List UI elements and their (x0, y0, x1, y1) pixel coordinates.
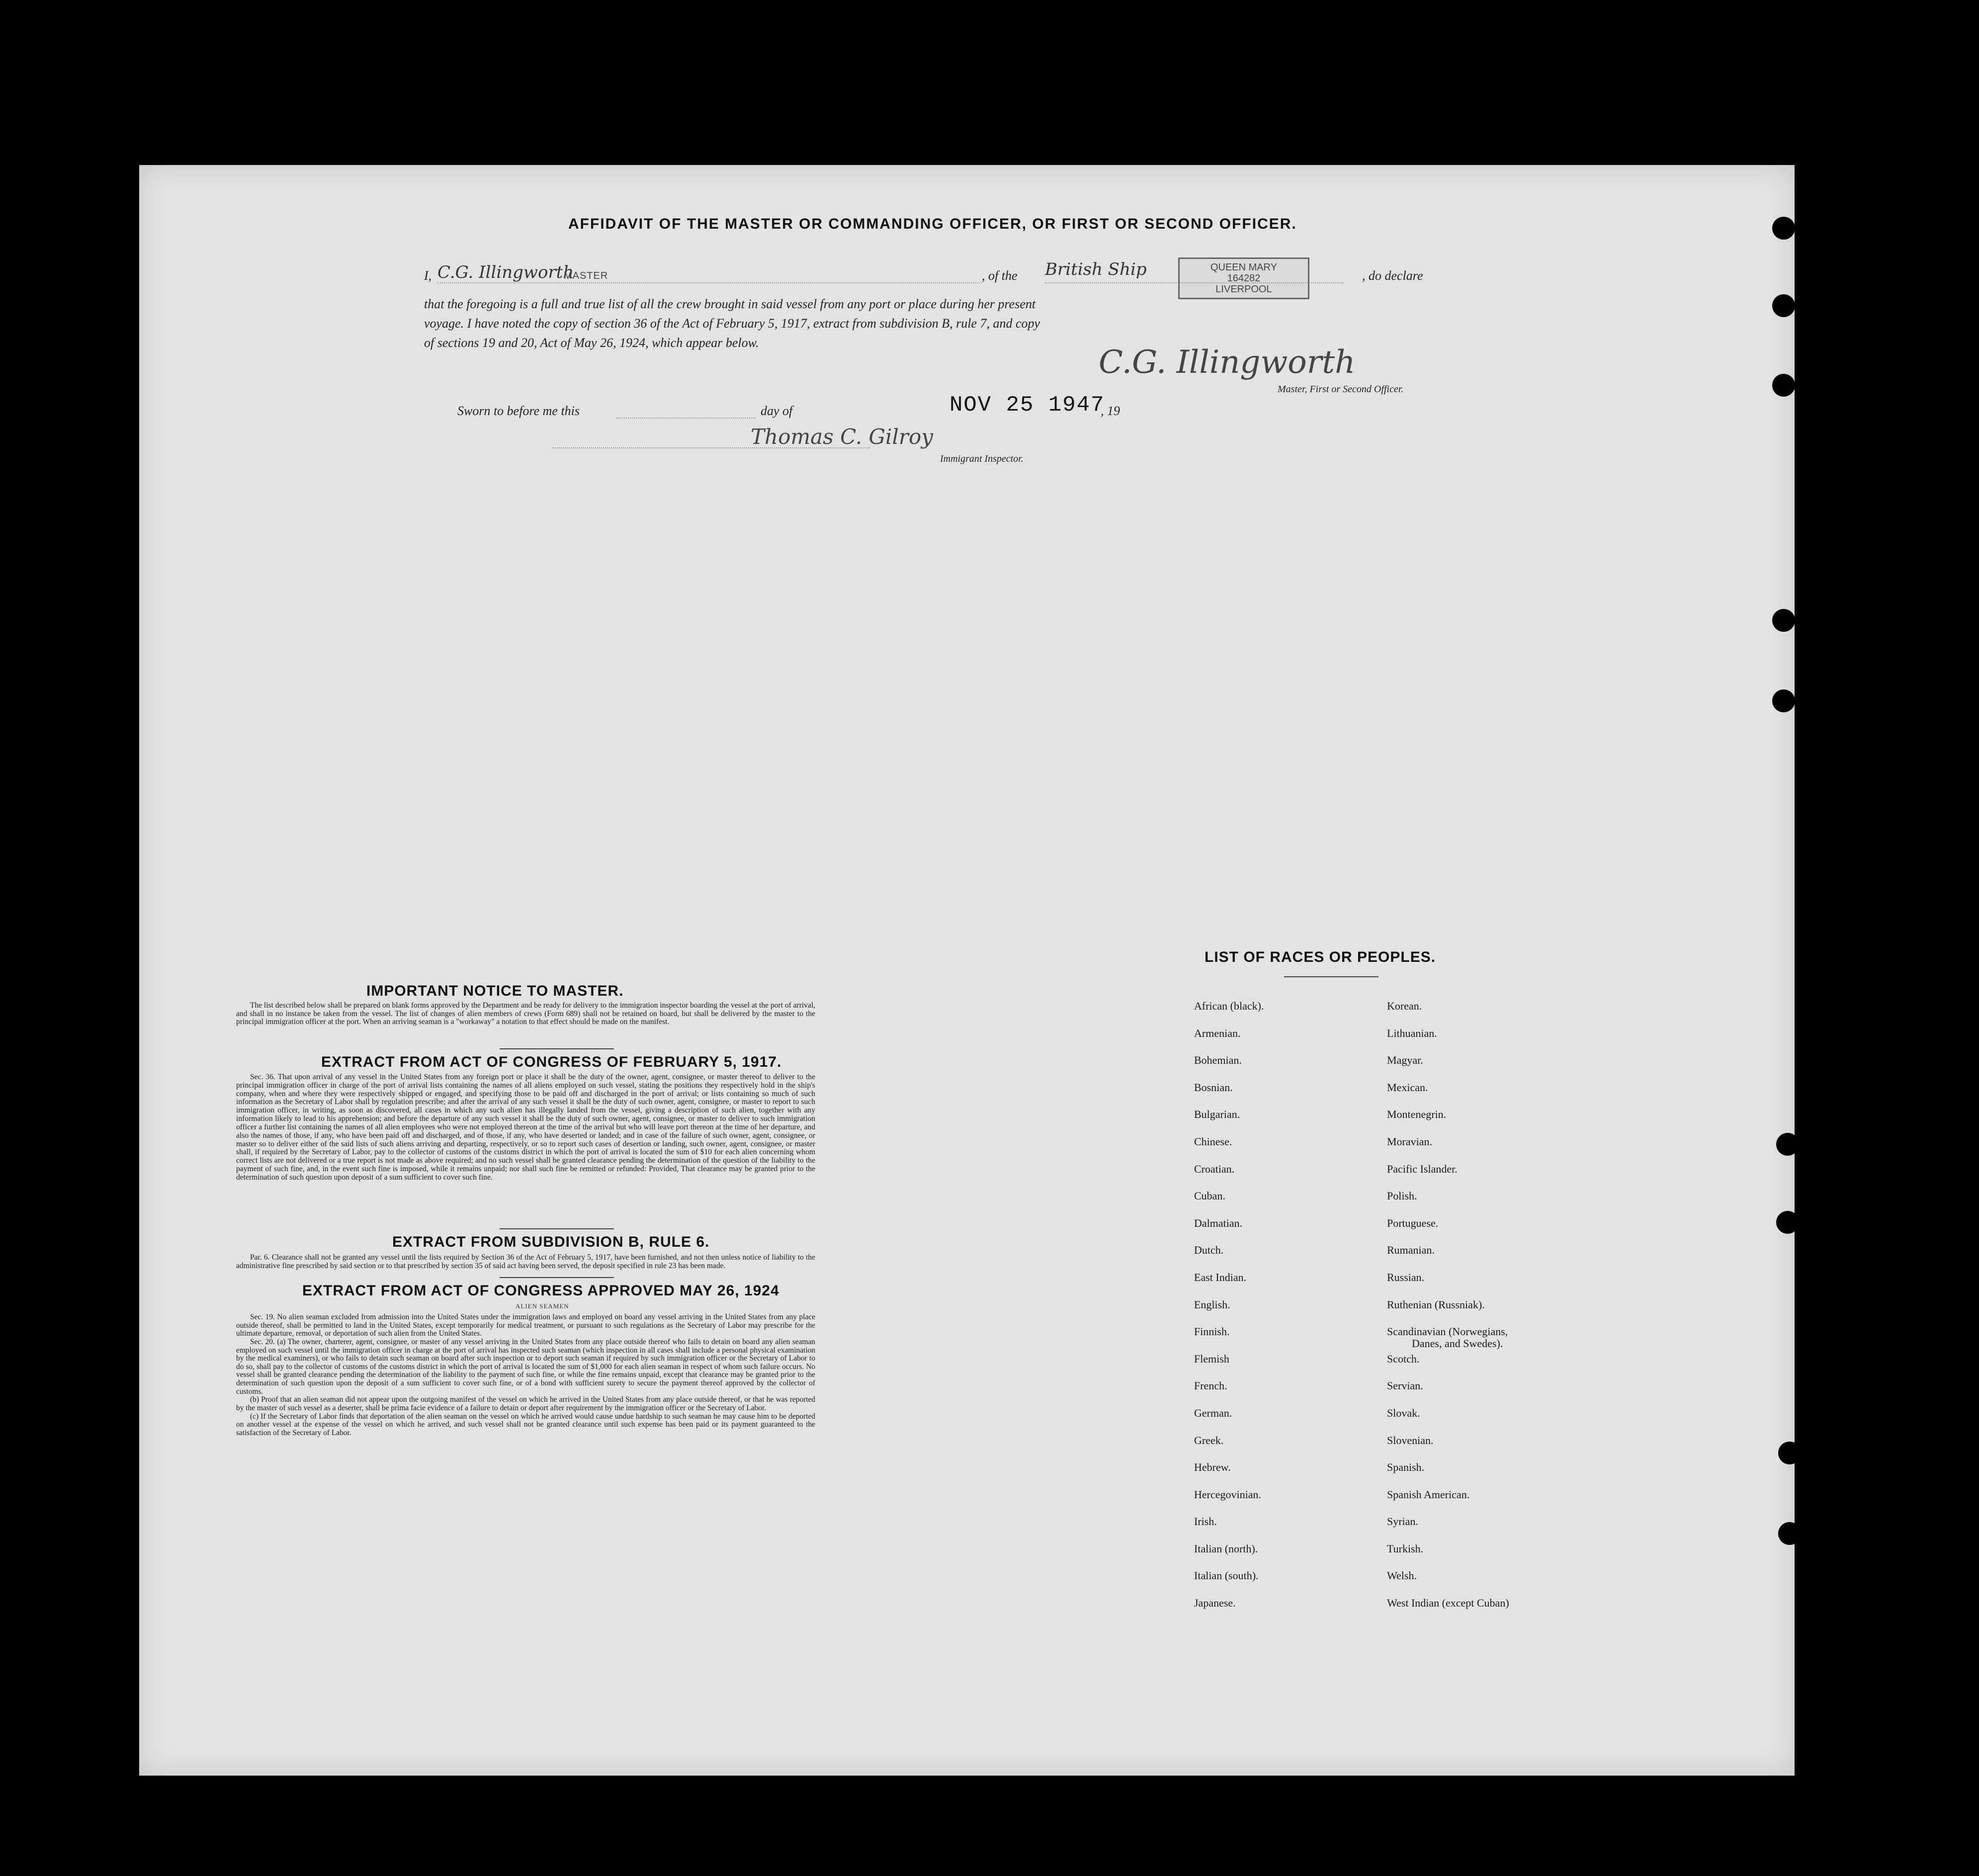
races-left-column (1194, 1000, 1264, 1624)
race-item: Welsh. (1387, 1569, 1417, 1582)
race-item: Croatian. (1194, 1162, 1235, 1175)
race-item: Montenegrin. (1387, 1108, 1447, 1121)
race-item: West Indian (except Cuban) (1387, 1597, 1509, 1610)
race-item: Greek. (1194, 1434, 1224, 1447)
master-name-handwritten: C.G. Illingworth (437, 262, 574, 282)
race-item: Slovak. (1387, 1406, 1420, 1419)
notice-text (236, 1002, 815, 1026)
race-item: Moravian. (1387, 1135, 1433, 1148)
binder-hole (1776, 1211, 1799, 1234)
stamp-line-ship: QUEEN MARY (1210, 262, 1278, 273)
race-item: English. (1194, 1298, 1230, 1311)
day-of-label: day of (761, 404, 793, 418)
races-right-column (1387, 1000, 1509, 1624)
vessel-name-stamp (1178, 257, 1309, 299)
extract-1924-title: EXTRACT FROM ACT OF CONGRESS APPROVED MAY 26, 1924 (302, 1282, 779, 1299)
race-item (1387, 1325, 1509, 1353)
race-item: Hebrew. (1194, 1461, 1231, 1474)
race-item: Syrian. (1387, 1515, 1418, 1528)
binder-hole (1772, 689, 1795, 712)
race-item: African (black). (1194, 1000, 1264, 1012)
divider (500, 1277, 614, 1278)
extract-1917-text (236, 1073, 815, 1182)
race-item: Dalmatian. (1194, 1216, 1243, 1229)
race-item: Lithuanian. (1387, 1026, 1437, 1039)
affidavit-body-line-3: of sections 19 and 20, Act of May 26, 1924, which appear below. (424, 336, 759, 350)
par-6-paragraph: Par. 6. Clearance shall not be granted any vessel until the lists required by Section 36 of the Act of February 5, 1917, have been furnished, and not then unless notice of liability to the administrative fine prescribed by said section or to that prescribed by section 35 of said act having been served, the deposit specified in rule 23 has been made. (236, 1253, 815, 1270)
extract-rule6-text (236, 1254, 815, 1270)
section-36-paragraph: Sec. 36. That upon arrival of any vessel in the United States from any foreign port or place it shall be the duty of the owner, agent, consignee, or master thereof to deliver to the principal immigration officer in charge of the port of arrival lists containing the names of all aliens employed on such vessel, stating the positions they respectively hold in the ship's company, when and where they were respectively shipped or engaged, and specifying those to be paid off and discharged in the port of arrival; or lists containing so much of such information as the Secretary of Labor shall by regulation prescribe; and after the arrival of any such vessel it shall be the duty of such owner, agent, consignee, or master to report to such immigration officer, in writing, as soon as discovered, all cases in which any such alien has illegally landed from the vessel, giving a description of such alien, together with any information likely to lead to his apprehension; and before the departure of any such vessel it shall be the duty of such owner, agent, consignee, or master to deliver to such immigration officer a further list containing the names of all alien employees who were not employed thereon at the time of the arrival but who will leave port thereon at the time of her departure, and also the names of those, if any, who have been paid off and discharged, and of those, if any, who have deserted or landed; and in case of the failure of such owner, agent, consignee, or master so to deliver either of the said lists of such aliens arriving and departing, respectively, or so to report such cases of desertion or landing, such owner, agent, consignee, or master shall, if required by the Secretary of Labor, pay to the collector of customs of the customs district in which the port of arrival is located the sum of $10 for each alien concerning whom correct lists are not delivered or a true report is not made as above required; and no such vessel shall be granted clearance pending the determination of the question of the liability to the payment of such fine, and, in the event such fine is imposed, while it remains unpaid; nor shall such fine be remitted or refunded: Provided, That clearance may be granted prior to the determination of such question upon deposit of a sum sufficient to cover such fine. (236, 1073, 815, 1182)
race-item: Spanish American. (1387, 1488, 1470, 1501)
document-page (139, 165, 1795, 1776)
section-19-paragraph: Sec. 19. No alien seaman excluded from admission into the United States under the immigration laws and employed on board any vessel arriving in the United States from any place outside thereof, shall be permitted to land in the United States, except temporarily for medical treatment, or pursuant to such regulations as the Secretary of Labor may prescribe for the ultimate departure, removal, or deportation of such alien from the United States. (236, 1313, 815, 1338)
race-item: Slovenian. (1387, 1434, 1434, 1447)
extract-1917-title: EXTRACT FROM ACT OF CONGRESS OF FEBRUARY 5, 1917. (321, 1054, 782, 1070)
binder-hole (1772, 374, 1795, 397)
race-item: Chinese. (1194, 1135, 1232, 1148)
declare-label: , do declare (1362, 268, 1423, 283)
master-name-line (437, 282, 982, 283)
master-signature: C.G. Illingworth (1099, 344, 1356, 381)
binder-hole (1772, 609, 1795, 632)
race-item: Servian. (1387, 1379, 1423, 1392)
binder-hole (1772, 294, 1795, 317)
race-item: Flemish (1194, 1352, 1229, 1365)
race-item: Japanese. (1194, 1597, 1236, 1610)
i-label: I, (424, 268, 432, 283)
race-item: Korean. (1387, 1000, 1422, 1012)
rank-typed: MASTER (564, 270, 608, 281)
race-item: Bosnian. (1194, 1081, 1233, 1094)
binder-hole (1778, 1442, 1801, 1464)
race-item: East Indian. (1194, 1271, 1247, 1283)
race-item: Spanish. (1387, 1461, 1425, 1474)
sworn-label: Sworn to before me this (457, 404, 580, 418)
divider (500, 1048, 614, 1049)
binder-hole (1772, 217, 1795, 240)
affidavit-body-line-1: that the foregoing is a full and true list of all the crew brought in said vessel from any port or place during her present (424, 297, 1036, 311)
section-20c-paragraph: (c) If the Secretary of Labor finds that deportation of the alien seaman on the vessel on which he arrived would cause undue hardship to such seaman he may cause him to be deported on another vessel at the expense of the vessel on which he arrived, and such vessel shall not be granted clearance until such expense has been paid or its payment guaranteed to the satisfaction of the Secretary of Labor. (236, 1412, 815, 1437)
affidavit-title: AFFIDAVIT OF THE MASTER OR COMMANDING OFFICER, OR FIRST OR SECOND OFFICER. (568, 216, 1297, 232)
binder-hole (1776, 1133, 1799, 1156)
race-item: Rumanian. (1387, 1244, 1435, 1257)
ship-nationality-handwritten: British Ship (1045, 259, 1147, 279)
alien-seamen-subtitle: ALIEN SEAMEN (516, 1302, 569, 1310)
ship-line (1045, 282, 1343, 283)
affidavit-body (424, 294, 1040, 352)
master-signature-label: Master, First or Second Officer. (1278, 384, 1404, 395)
section-20b-paragraph: (b) Proof that an alien seaman did not appear upon the outgoing manifest of the vessel on which he arrived in the United States from any place outside thereof, or that he was reported by the master of such vessel as a deserter, shall be prima facie evidence of a failure to detain or deport after requirement by the immigration officer or the Secretary of Labor. (236, 1395, 815, 1412)
race-item: German. (1194, 1406, 1232, 1419)
race-item: Finnish. (1194, 1325, 1230, 1338)
race-item: Mexican. (1387, 1081, 1428, 1094)
race-item: Hercegovinian. (1194, 1488, 1261, 1501)
race-item: French. (1194, 1379, 1227, 1392)
of-the-label: , of the (982, 268, 1018, 283)
race-item: Irish. (1194, 1515, 1217, 1528)
notice-title: IMPORTANT NOTICE TO MASTER. (366, 983, 624, 999)
races-title: LIST OF RACES OR PEOPLES. (1205, 949, 1436, 965)
stamp-line-number: 164282 (1227, 273, 1261, 284)
race-item: Italian (north). (1194, 1542, 1258, 1555)
race-item: Cuban. (1194, 1190, 1225, 1202)
race-item: Dutch. (1194, 1244, 1224, 1257)
race-item: Ruthenian (Russniak). (1387, 1298, 1485, 1311)
race-item: Armenian. (1194, 1026, 1241, 1039)
stamp-line-port: LIVERPOOL (1215, 284, 1272, 295)
year-label: , 19 (1101, 404, 1120, 418)
race-item: Italian (south). (1194, 1569, 1259, 1582)
inspector-signature: Thomas C. Gilroy (751, 425, 933, 449)
divider (1284, 976, 1378, 977)
race-item: Pacific Islander. (1387, 1162, 1458, 1175)
extract-1924-text (236, 1313, 815, 1437)
race-item-continuation: Danes, and Swedes). (1412, 1337, 1503, 1350)
race-item-label: Scandinavian (Norwegians, (1387, 1325, 1508, 1338)
extract-rule6-title: EXTRACT FROM SUBDIVISION B, RULE 6. (392, 1234, 710, 1250)
race-item: Magyar. (1387, 1054, 1423, 1067)
binder-hole (1778, 1522, 1801, 1545)
race-item: Russian. (1387, 1271, 1425, 1283)
notice-paragraph: The list described below shall be prepared on blank forms approved by the Department and be ready for delivery to the immigration inspector boarding the vessel at the port of arrival, and shall in no instance be taken from the vessel. The list of changes of alien members of crews (Form 689) shall not be retained on board, but shall be delivered by the master to the principal immigration officer at the port. When an arriving seaman is a "workaway" a notation to that effect should be made on the manifest. (236, 1001, 815, 1026)
affidavit-body-line-2: voyage. I have noted the copy of section 36 of the Act of February 5, 1917, extract from subdivision B, rule 7, and copy (424, 316, 1040, 331)
race-item: Bohemian. (1194, 1054, 1242, 1067)
section-20a-paragraph: Sec. 20. (a) The owner, charterer, agent, consignee, or master of any vessel arriving in the United States from any place outside thereof who fails to detain on board any alien seaman employed on such vessel until the immigration officer in charge at the port of arrival has inspected such seaman (which inspection in all cases shall include a personal physical examination by the medical examiners), or who fails to detain such seaman on board after such inspection or to deport such seaman if required by such immigration officer or the Secretary of Labor to do so, shall pay to the collector of customs of the customs district in which the port of arrival is located the sum of $1,000 for each alien seaman in respect of whom such failure occurs. No vessel shall be granted clearance pending the determination of the liability to the payment of such fine, or while the fine remains unpaid, except that clearance may be granted prior to the determination of such question upon the deposit of a sum sufficient to cover such fine, or of a bond with sufficient surety to secure the payment thereof approved by the collector of customs. (236, 1337, 815, 1396)
race-item: Polish. (1387, 1190, 1417, 1202)
race-item: Bulgarian. (1194, 1108, 1240, 1121)
date-stamp: NOV 25 1947 (949, 393, 1105, 418)
inspector-label: Immigrant Inspector. (940, 453, 1024, 464)
race-item: Turkish. (1387, 1542, 1424, 1555)
divider (500, 1228, 614, 1229)
race-item: Portuguese. (1387, 1216, 1439, 1229)
race-item: Scotch. (1387, 1352, 1420, 1365)
sworn-day-line (616, 418, 756, 419)
